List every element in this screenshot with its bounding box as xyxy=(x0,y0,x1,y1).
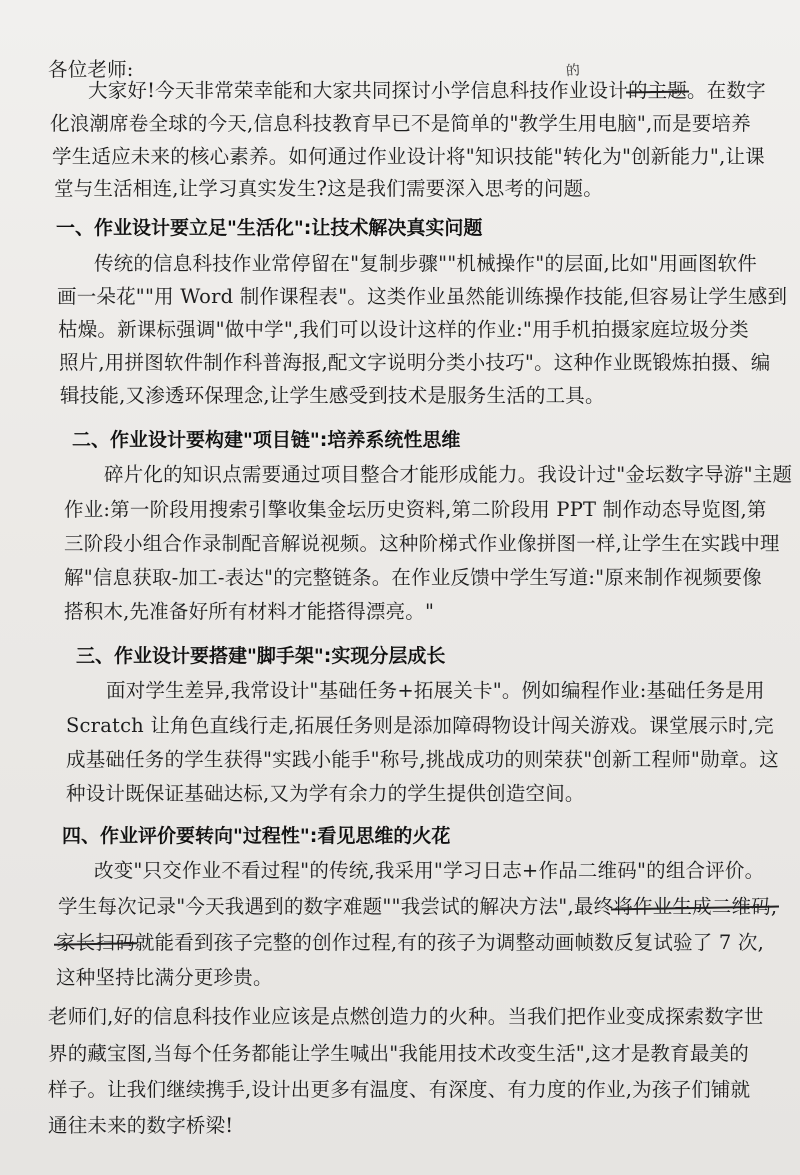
struck-text: 将作业生成二维码, xyxy=(613,893,777,921)
closing-line-4: 通往未来的数字桥梁! xyxy=(48,1114,234,1137)
s4-line-1: 改变"只交作业不看过程"的传统,我采用"学习日志+作品二维码"的组合评价。 xyxy=(94,859,765,882)
s3-line-4: 种设计既保证基础达标,又为学有余力的学生提供创造空间。 xyxy=(66,782,585,805)
closing-line-1: 老师们,好的信息科技作业应该是点燃创造力的火种。当我们把作业变成探索数字世 xyxy=(48,1005,764,1028)
section-4-heading: 四、作业评价要转向"过程性":看见思维的火花 xyxy=(62,825,451,847)
intro-line-1-text: 大家好!今天非常荣幸能和大家共同探讨小学信息科技作业设计 xyxy=(88,79,628,102)
section-2-heading: 二、作业设计要构建"项目链":培养系统性思维 xyxy=(72,429,461,451)
intro-line-3: 学生适应未来的核心素养。如何通过作业设计将"知识技能"转化为"创新能力",让课 xyxy=(52,145,765,168)
s2-line-1: 碎片化的知识点需要通过项目整合才能形成能力。我设计过"金坛数字导游"主题 xyxy=(104,463,793,486)
s4-line-2 xyxy=(58,893,777,921)
struck-text: 的主题 xyxy=(628,77,687,105)
s2-line-5: 搭积木,先准备好所有材料才能搭得漂亮。" xyxy=(64,600,435,623)
s4-line-3-text: 就能看到孩子完整的创作过程,有的孩子为调整动画帧数反复试验了 7 次, xyxy=(134,931,765,954)
intro-line-1 xyxy=(88,77,766,105)
s1-line-4: 照片,用拼图软件制作科普海报,配文字说明分类小技巧"。这种作业既锻炼拍摄、编 xyxy=(59,351,771,374)
intro-line-1-end: 。在数字 xyxy=(687,79,766,102)
s4-line-4: 这种坚持比满分更珍贵。 xyxy=(56,966,273,989)
s2-line-4: 解"信息获取-加工-表达"的完整链条。在作业反馈中学生写道:"原来制作视频要像 xyxy=(64,566,762,589)
s3-line-2: Scratch 让角色直线行走,拓展任务则是添加障碍物设计闯关游戏。课堂展示时,完 xyxy=(66,714,774,737)
closing-line-2: 界的藏宝图,当每个任务都能让学生喊出"我能用技术改变生活",这才是教育最美的 xyxy=(48,1042,749,1065)
intro-line-4: 堂与生活相连,让学习真实发生?这是我们需要深入思考的问题。 xyxy=(54,177,603,200)
s4-line-3 xyxy=(56,929,764,957)
section-1-heading: 一、作业设计要立足"生活化":让技术解决真实问题 xyxy=(56,217,483,239)
s1-line-5: 辑技能,又渗透环保理念,让学生感受到技术是服务生活的工具。 xyxy=(60,384,605,407)
handwritten-annotation: 的 xyxy=(565,62,581,80)
s4-line-2-text: 学生每次记录"今天我遇到的数字难题""我尝试的解决方法",最终 xyxy=(58,895,614,918)
s2-line-2: 作业:第一阶段用搜索引擎收集金坛历史资料,第二阶段用 PPT 制作动态导览图,第 xyxy=(64,498,767,521)
s3-line-3: 成基础任务的学生获得"实践小能手"称号,挑战成功的则荣获"创新工程师"勋章。这 xyxy=(66,748,779,771)
struck-text: 家长扫码 xyxy=(56,929,135,957)
s3-line-1: 面对学生差异,我常设计"基础任务+拓展关卡"。例如编程作业:基础任务是用 xyxy=(106,679,765,702)
s1-line-1: 传统的信息科技作业常停留在"复制步骤""机械操作"的层面,比如"用画图软件 xyxy=(94,252,757,275)
s1-line-2: 画一朵花""用 Word 制作课程表"。这类作业虽然能训练操作技能,但容易让学生感到 xyxy=(57,285,788,308)
section-3-heading: 三、作业设计要搭建"脚手架":实现分层成长 xyxy=(76,645,446,667)
greeting: 各位老师: xyxy=(48,58,134,81)
intro-line-2: 化浪潮席卷全球的今天,信息科技教育早已不是简单的"教学生用电脑",而是要培养 xyxy=(50,112,751,135)
s2-line-3: 三阶段小组合作录制配音解说视频。这种阶梯式作业像拼图一样,让学生在实践中理 xyxy=(64,532,780,555)
closing-line-3: 样子。让我们继续携手,设计出更多有温度、有深度、有力度的作业,为孩子们铺就 xyxy=(48,1078,751,1101)
s1-line-3: 枯燥。新课标强调"做中学",我们可以设计这样的作业:"用手机拍摄家庭垃圾分类 xyxy=(58,318,749,341)
